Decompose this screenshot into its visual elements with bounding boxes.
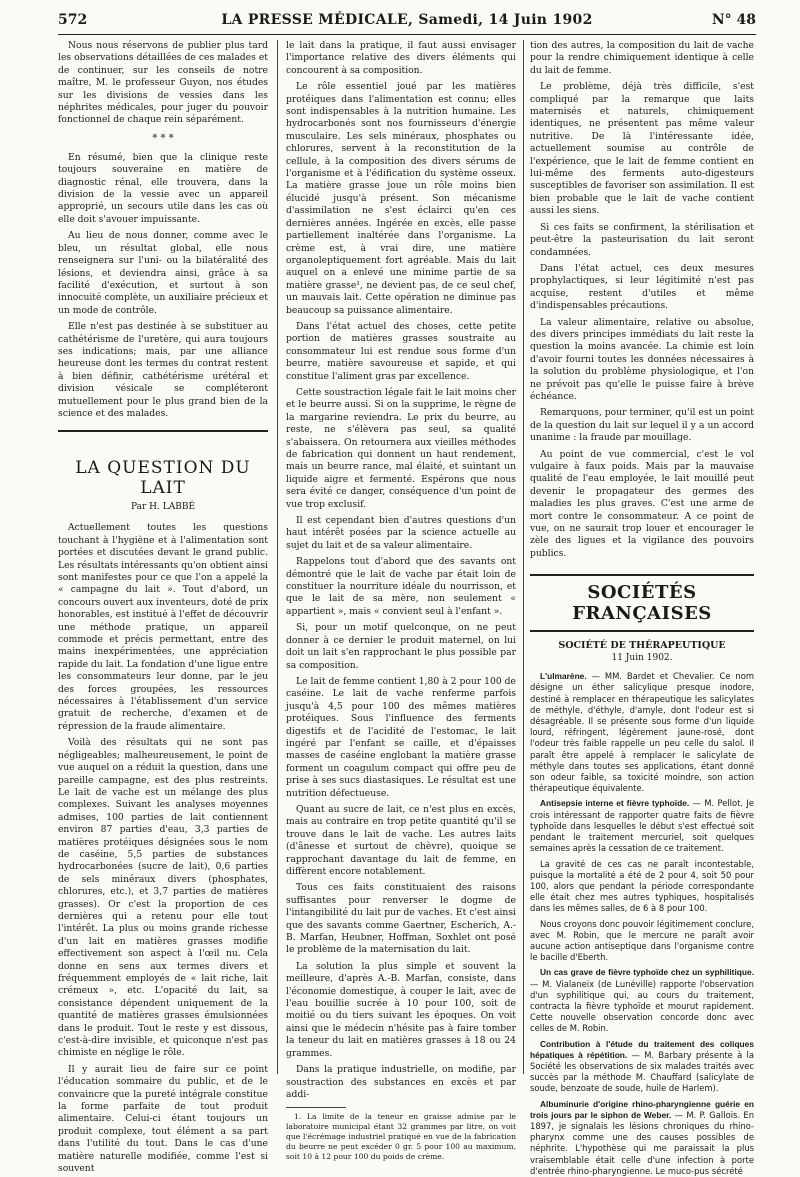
paragraph: Le rôle essentiel joué par les matières protéiques dans l'alimentation est connu; elles sont indispensables à la nutrition humaine. Les hydrocarbonés sont nos fournisseurs d'énergie musculaire. Les sels minéraux, phosphates ou chlorures, servent à la reconstitution de la cellule, à la composition des divers sérums de l'organisme et à l'édification du système osseux. La matière grasse joue un rôle moins bien élucidé jusqu'à présent. Son mécanisme d'assimilation ne s'est éclairci qu'en ces dernières années. Ingérée en excès, elle passe partiellement inaltérée dans l'organisme. La crème est, à vrai dire, une matière organoleptiquement fort agréable. Mais du lait auquel on a enlevé une minime partie de sa matière grasse¹, ne devient pas, de ce seul chef, un mauvais lait. Cette opération ne diminue pas beaucoup sa puissance alimentaire. (286, 81, 516, 316)
column-rule (523, 40, 524, 1074)
report-entry (530, 798, 754, 854)
page-header (58, 10, 756, 35)
report-title: Antisepsie interne et fièvre typhoïde. (540, 798, 690, 809)
paragraph: Si ces faits se confirment, la stérilisation et peut-être la pasteurisation du lait seront condamnées. (530, 221, 754, 258)
report-text: — MM. Bardet et Chevalier. Ce nom désigne un éther salicylique presque inodore, destiné à remplacer en thérapeutique les salicylates de méthyle, d'éthyle, d'amyle, dont l'odeur est si désagréable. Il se présente sous forme d'un liquide lourd, réfringent, légèrement jaune-rosé, dont l'odeur très faible rappelle un peu celle du salol. Il paraît être appelé à remplacer le salicylate de méthyle dans toutes ses applications, étant donné son odeur faible, sa toxicité moindre, son action thérapeutique équivalente. (530, 671, 754, 794)
paragraph: Le lait de femme contient 1,80 à 2 pour 100 de caséine. Le lait de vache renferme parfois jusqu'à 4,5 pour 100 des mêmes matières protéiques. Sous l'influence des ferments digestifs et de l'acidité de l'estomac, le lait ingéré par l'enfant se caille, et d'épaisses masses de caséine englobant la matière grasse forment un coagulum compact qui offre peu de prise à ses sucs diastasiques. Le résultat est une nutrition défectueuse. (286, 675, 516, 799)
paragraph: Actuellement toutes les questions touchant à l'hygiène et à l'alimentation sont portées et discutées devant le grand public. Les résultats intéressants qu'on obtient ainsi sont manifestes pour ce que l'on a appelé la « campagne du lait ». Tout d'abord, un concours ouvert aux inventeurs, doté de prix honorables, est institué à l'effet de découvrir une méthode pratique, un appareil commode et précis permettant, entre des mains inexpérimentées, une appréciation rapide du lait. La fondation d'une ligue entre les consommateurs leur donne, par le jeu des forces groupées, les ressources nécessaires à l'établissement d'un service gratuit de recherche, d'examen et de répression de la fraude alimentaire. (58, 522, 268, 732)
report-text: — M. Vialaneix (de Lunéville) rapporte l'observation d'un syphilitique qui, au cours du traitement, contracta la fièvre typhoïde et mourut rapidement. Cette nouvelle observation concorde donc avec celles de M. Robin. (530, 978, 754, 1034)
page-number: 572 (58, 12, 88, 28)
paragraph: Quant au sucre de lait, ce n'est plus en excès, mais au contraire en trop petite quantité qu'il se trouve dans le lait de vache. Les autres laits (d'ânesse et surtout de chèvre), quoique se rapprochant davantage du lait de femme, en diffèrent encore notablement. (286, 803, 516, 877)
column-right (530, 40, 755, 1176)
paragraph: La solution la plus simple et souvent la meilleure, d'après A.-B. Marfan, consiste, dans l'économie domestique, à couper le lait, avec de l'eau bouillie sucrée à 10 pour 100, soit de moitié ou du tiers suivant les époques. On voit ainsi que le médecin n'hésite pas à faire tomber la teneur du lait en matières grasses à 18 ou 24 grammes. (286, 960, 516, 1059)
paragraph: le lait dans la pratique, il faut aussi envisager l'importance relative des divers éléments qui concourent à sa composition. (286, 40, 516, 76)
issue-number: N° 48 (711, 12, 756, 28)
footnote: 1. La limite de la teneur en graisse admise par le laboratoire municipal étant 32 grammes par litre, on voit que l'écrémage industriel pratiqué en vue de la fabrication du beurre ne peut excéder 0 gr. 5 pour 100 au maximum, soit 10 à 12 pour 100 du poids de crème. (286, 1112, 516, 1162)
report-entry (530, 1099, 754, 1177)
journal-title: LA PRESSE MÉDICALE, Samedi, 14 Juin 1902 (221, 12, 593, 28)
paragraph: Dans l'état actuel des choses, cette petite portion de matières grasses soustraite au consommateur lui est rendue sous forme d'un beurre, matière savoureuse et sapide, et qui constitue l'aliment gras par excellence. (286, 320, 516, 382)
paragraph: Au lieu de nous donner, comme avec le bleu, un résultat global, elle nous renseignera sur l'uni- ou la bilatéralité des lésions, et deviendra ainsi, grâce à sa facilité d'exécution, et surtout à son innocuité complète, un auxiliaire précieux et un mode de contrôle. (58, 230, 268, 316)
paragraph: Cette soustraction légale fait le lait moins cher et le beurre aussi. Si on la supprime, le règne de la margarine reviendra. Le prix du beurre, au reste, ne s'élèvera pas seul, sa qualité s'abaissera. On retournera aux vieilles méthodes de fabrication qui donnent un haut rendement, mais un beurre rance, mal élaité, et suintant un liquide aigre et fermenté. Espérons que nous sera évité ce danger, conséquence d'un point de vue trop exclusif. (286, 386, 516, 510)
paragraph: Le problème, déjà très difficile, s'est compliqué par la remarque que laits maternisés et naturels, chimiquement identiques, ne présentent pas même valeur nutritive. De là l'intéressante idée, actuellement soumise au contrôle de l'expérience, que le lait de femme contient en lui-même des ferments auto-digesteurs susceptibles de favoriser son assimilation. Il est bien probable que le lait de vache contient aussi les siens. (530, 81, 754, 217)
report-title: L'ulmarène. (540, 671, 587, 682)
report-text: — M. Barbary présente à la Société les observations de six malades traités avec succès par la méthode M. Chauffard (salicylate de soude, benzoate de soude, huile de Harlem). (530, 1049, 754, 1094)
report-text: — M. Pellot. Je crois intéressant de rapporter quatre faits de fièvre typhoïde dans lesquelles le début s'est effectué soit pendant le traitement mercuriel, soit quelques semaines après la cessation de ce traitement. (530, 798, 755, 854)
paragraph: Il est cependant bien d'autres questions d'un haut intérêt posées par la science actuelle au sujet du lait et de sa valeur alimentaire. (286, 515, 516, 551)
paragraph: Voilà des résultats qui ne sont pas négligeables; malheureusement, le point de vue auquel on a réduit la question, dans une pareille campagne, est des plus restreints. Le lait de vache est un mélange des plus complexes. Suivant les analyses moyennes admises, 100 parties de lait contiennent environ 87 parties d'eau, 3,3 parties de matières protéiques désignées sous le nom de caséine, 5,5 parties de substances hydrocarbonées (sucre de lait), 0,6 parties de sels minéraux divers (phosphates, chlorures, etc.), et 3,7 parties de matières grasses). Or c'est la proportion de ces dernières qui a retenu pour elle tout l'intérêt. La plus ou moins grande richesse d'un lait en matières grasses modifie effectivement son aspect à l'œil nu. Cela donne en sens aux termes divers et fréquemment employés de « lait riche, lait crémeux », etc. L'opacité du lait, sa consistance dépendent uniquement de la quantité de matières grasses émulsionnées dans le produit. Tout le reste y est dissous, c'est-à-dire invisible, et quiconque n'est pas chimiste en néglige le rôle. (58, 737, 268, 1059)
session-date: 11 Juin 1902. (611, 653, 673, 664)
article-title: LA QUESTION DU LAIT (75, 458, 251, 499)
paragraph: Rappelons tout d'abord que des savants ont démontré que le lait de vache par était loin de constituer la nourriture idéale du nourrisson, et que le lait de sa mère, non seulement « appartient », mais « convient seul à l'enfant ». (286, 556, 516, 617)
section-rule (58, 430, 268, 432)
society-name: SOCIÉTÉ DE THÉRAPEUTIQUE (558, 640, 726, 652)
paragraph: Tous ces faits constituaient des raisons suffisantes pour renverser le dogme de l'intangibilité du lait pur de vaches. Et c'est ainsi que des savants comme Gaertner, Escherich, A.-B. Marfan, Heubner, Hoffman, Soxhlet ont posé le problème de la maternisation du lait. (286, 882, 516, 956)
footnote-rule (286, 1107, 346, 1108)
report-text: — M. P. Gallois. En 1897, je signalais les lésions chroniques du rhino-pharynx comme une des causes possibles de néphrite. L'hypothèse qui me paraissait la plus vraisemblable était celle d'une infection à porte d'entrée rhino-pharyngienne. Le muco-pus sécrété (530, 1109, 754, 1176)
paragraph: tion des autres, la composition du lait de vache pour la rendre chimiquement identique à celle du lait de femme. (530, 40, 754, 76)
report-entry (530, 671, 754, 794)
report-entry (530, 1039, 754, 1095)
paragraph: Si, pour un motif quelconque, on ne peut donner à ce dernier le produit maternel, on lui doit un lait s'en rapprochant le plus possible par sa composition. (286, 622, 516, 671)
report-entry (530, 967, 754, 1034)
column-middle (286, 40, 516, 1162)
column-rule (277, 40, 278, 1074)
column-left (58, 40, 268, 1175)
report-title: Albuminurie d'origine rhino-pharyngienne guérie en trois jours par le siphon de Weber. (530, 1098, 754, 1120)
report-text: La gravité de ces cas ne paraît incontestable, puisque la mortalité a été de 2 pour 4, soit 50 pour 100, alors que pendant la période correspondante elle était chez mes autres typhiques, hospitalisés dans les mêmes salles, de 6 à 8 pour 100. (530, 858, 754, 914)
paragraph: Remarquons, pour terminer, qu'il est un point de la question du lait sur lequel il y a un accord unanime : la fraude par mouillage. (530, 407, 754, 444)
paragraph: Il y aurait lieu de faire sur ce point l'éducation sommaire du public, et de le convaincre que la pureté intégrale constitue la forme parfaite de tout produit alimentaire. Celui-ci étant toujours un produit complexe, tout élément a sa part dans l'utilité du tout. Dans le cas d'une matière naturelle modifiée, comme l'est si souvent (58, 1063, 268, 1175)
paragraph: Dans l'état actuel, ces deux mesures prophylactiques, si leur légitimité n'est pas acquise, restent d'utiles et même d'indispensables précautions. (530, 262, 754, 312)
paragraph: La valeur alimentaire, relative ou absolue, des divers principes immédiats du lait reste la question la moins avancée. La chimie est loin d'avoir fourni toutes les données nécessaires à la solution du problème physiologique, et l'on ne prévoit pas qu'elle le puisse faire à brève échéance. (530, 316, 754, 402)
paragraph: En résumé, bien que la clinique reste toujours souveraine en matière de diagnostic rénal, elle trouvera, dans la division de la vessie avec un appareil approprié, un secours utile dans les cas où elle doit s'avouer impuissante. (58, 151, 268, 225)
section-heading: SOCIÉTÉS FRANÇAISES (530, 574, 754, 632)
report-title: Un cas grave de fièvre typhoïde chez un syphilitique. (540, 967, 754, 978)
paragraph: Nous nous réservons de publier plus tard les observations détaillées de ces malades et de continuer, sur les conseils de notre maître, M. le professeur Guyon, nos études sur les divisions de vessies dans les néphrites médicales, pour juger du pouvoir fonctionnel de chaque rein séparément. (58, 40, 268, 126)
section-separator: * * * (152, 132, 174, 144)
paragraph: Elle n'est pas destinée à se substituer au cathétérisme de l'uretère, qui aura toujours ses indications; mais, par une alliance heureuse dont les termes du contrat restent à bien définir, cathétérisme urétéral et division vésicale se compléteront mutuellement pour le plus grand bien de la science et des malades. (58, 321, 268, 419)
report-text: Nous croyons donc pouvoir légitimement conclure, avec M. Robin, que le mercure ne paraît avoir aucune action antiseptique dans l'organisme contre le bacille d'Eberth. (530, 918, 754, 963)
article-byline: Par H. LABBÉ (130, 502, 196, 513)
paragraph: Au point de vue commercial, c'est le vol vulgaire à faux poids. Mais par la mauvaise qualité de l'eau employée, le lait mouillé peut devenir le propagateur des germes des maladies les plus graves. C'est une arme de mort contre le consommateur. A ce point de vue, on ne saurait trop louer et encourager le zèle des ligues et la vigilance des pouvoirs publics. (530, 448, 754, 559)
report-title: Contribution à l'étude du traitement des coliques hépatiques à répétition. (530, 1038, 754, 1060)
paragraph: Dans la pratique industrielle, on modifie, par soustraction des substances en excès et par addi- (286, 1064, 516, 1100)
